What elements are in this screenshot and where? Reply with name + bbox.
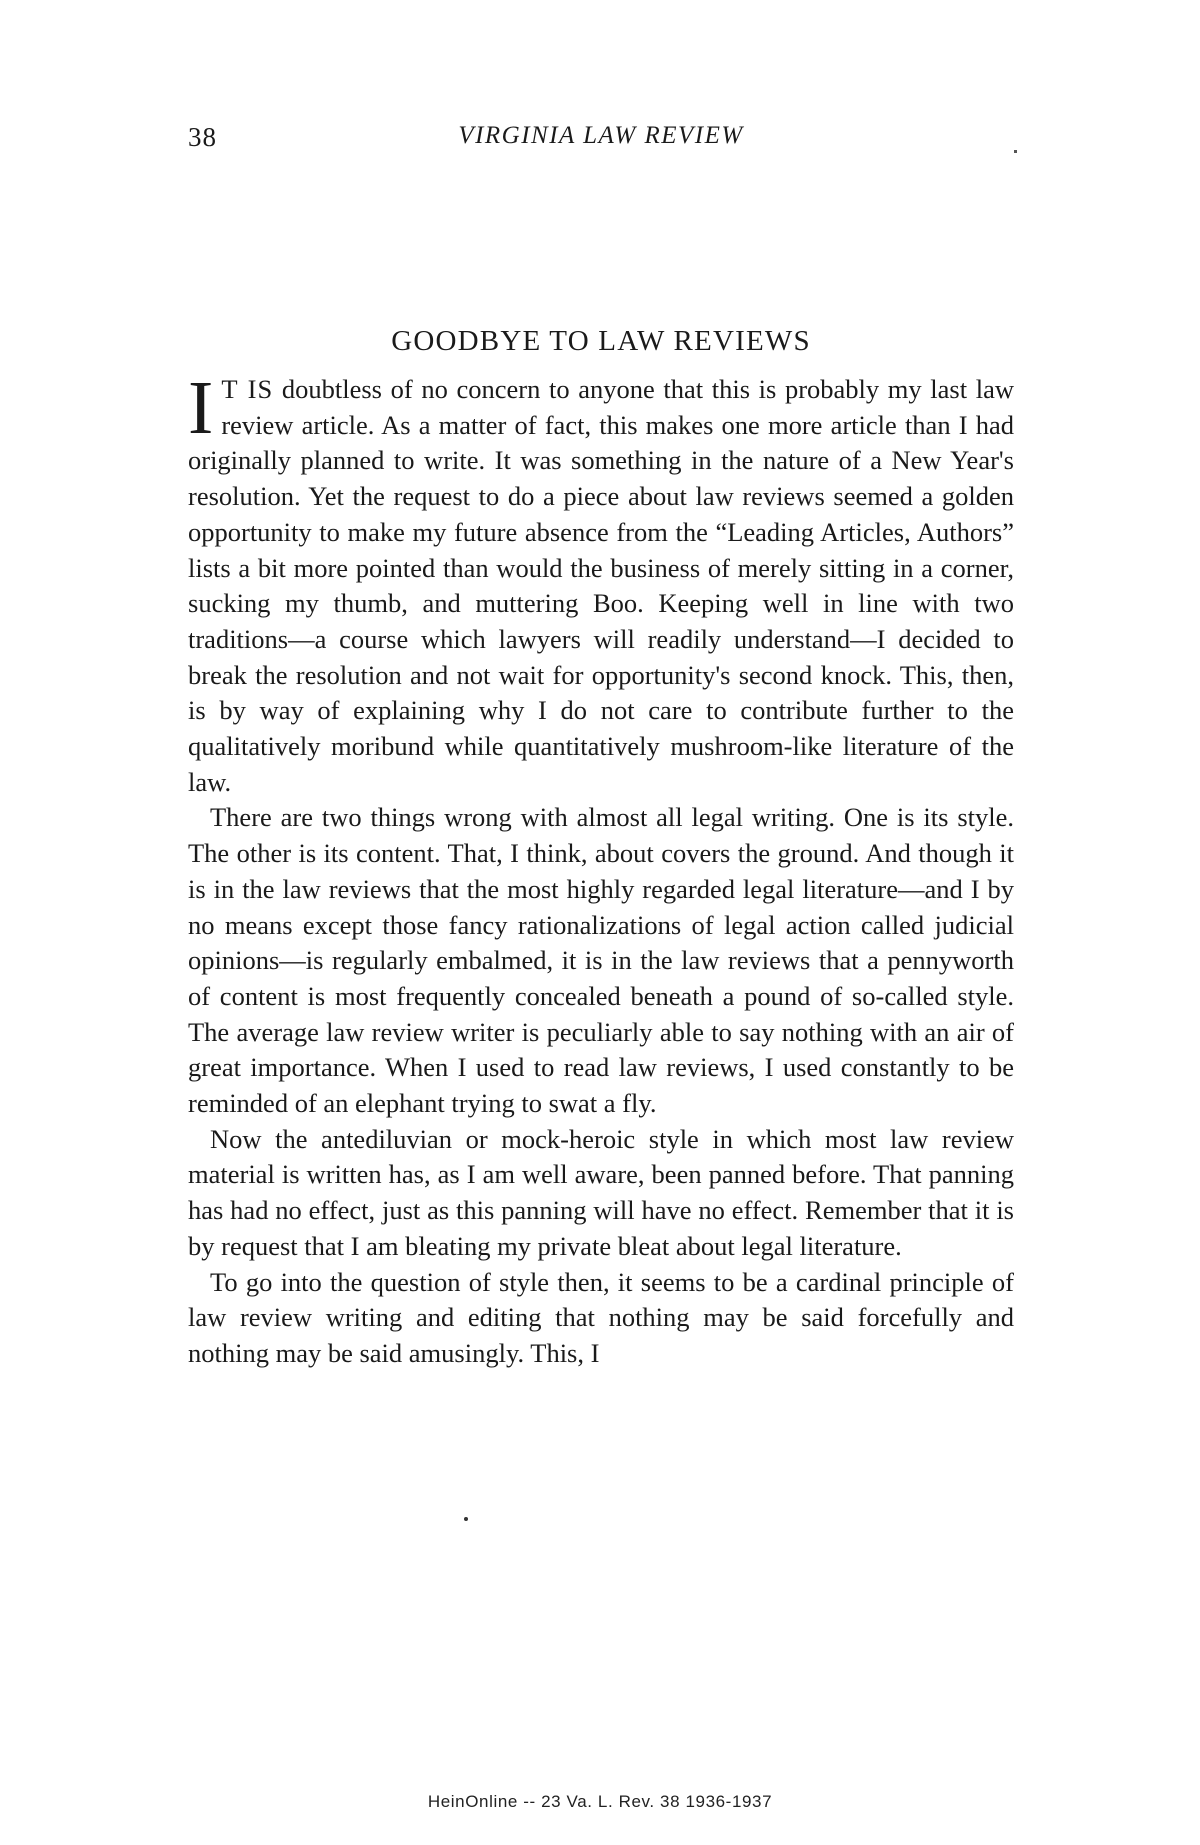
paragraph-4: To go into the question of style then, it seems to be a cardinal principle of law review writing and editing that nothing may be said forcefully and nothing may be said amusingly. This, I (188, 1266, 1014, 1368)
article-title: GOODBYE TO LAW REVIEWS (391, 325, 811, 357)
lead-words: T IS (221, 374, 274, 404)
running-head: VIRGINIA LAW REVIEW (458, 122, 744, 149)
drop-cap: I (188, 366, 214, 450)
paragraph-1 (188, 366, 1014, 800)
paragraph-1-text: doubtless of no concern to anyone that this is probably my last law review article. As a matter of fact, this makes one more article than I had originally planned to write. It was something in the nature of a New Year's resolution. Yet the request to do a piece about law reviews seemed a golden opportunity to make my future absence from the “Leading Articles, Authors” lists a bit more pointed than would the business of merely sitting in a corner, sucking my thumb, and muttering Boo. Keeping well in line with two traditions—a course which lawyers will readily understand—I decided to break the resolution and not wait for opportunity's second knock. This, then, is by way of explaining why I do not care to contribute further to the qualitatively moribund while quantitatively mushroom-like literature of the law. (188, 374, 1014, 797)
paragraph-3: Now the antediluvian or mock-heroic style in which most law review material is written has, as I am well aware, been panned before. That panning has had no effect, just as this panning will have no effect. Remember that it is by request that I am bleating my private bleat about legal literature. (188, 1123, 1014, 1261)
article-body (188, 325, 1014, 1372)
page-number: 38 (188, 122, 217, 152)
scan-speck (1014, 150, 1017, 153)
scan-dot (464, 1517, 468, 1521)
source-footer: HeinOnline -- 23 Va. L. Rev. 38 1936-1937 (427, 1792, 773, 1811)
paragraph-2: There are two things wrong with almost all legal writing. One is its style. The other is its content. That, I think, about covers the ground. And though it is in the law reviews that the most highly regarded legal literature—and I by no means except those fancy rationalizations of legal action called judicial opinions—is regularly embalmed, it is in the law reviews that a pennyworth of content is most frequently concealed beneath a pound of so-called style. The average law review writer is peculiarly able to say nothing with an air of great importance. When I used to read law reviews, I used constantly to be reminded of an elephant trying to swat a fly. (188, 802, 1014, 1119)
page-header (188, 122, 1014, 162)
